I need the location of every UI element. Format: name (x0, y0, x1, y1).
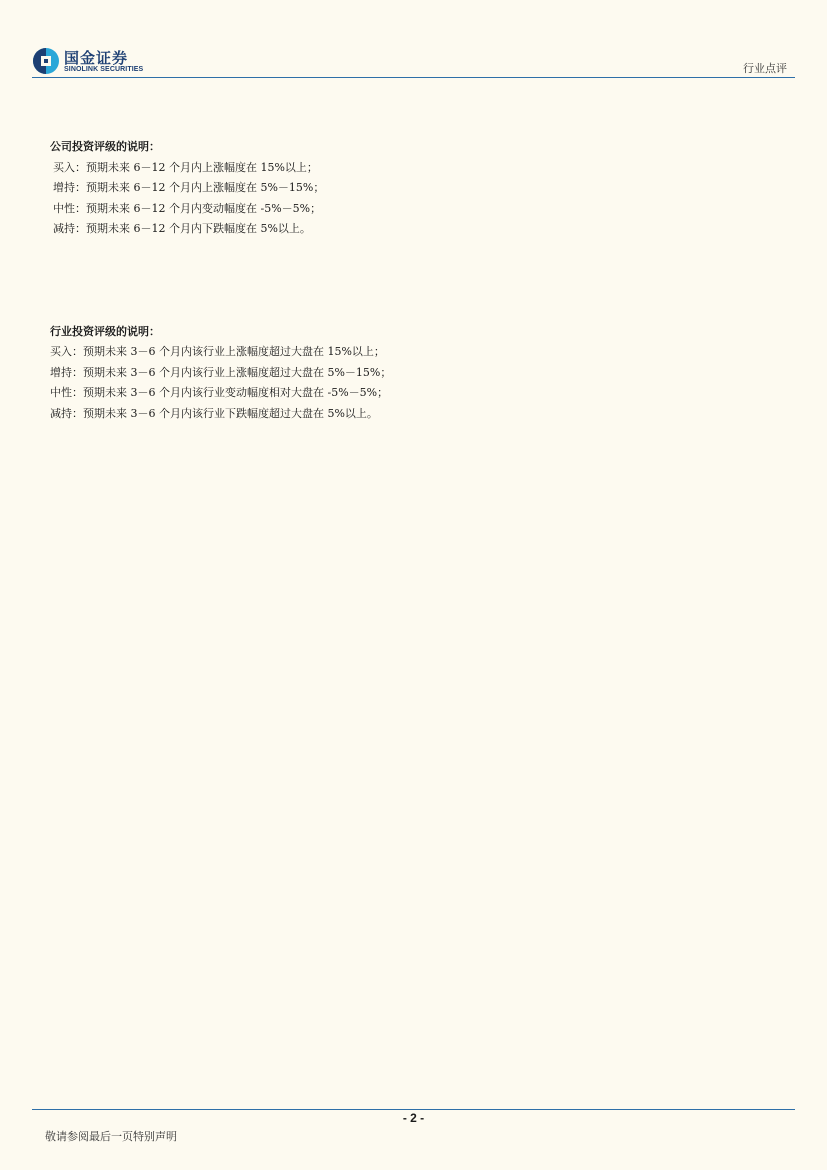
company-rating-title: 公司投资评级的说明： (50, 140, 160, 153)
header-divider (32, 77, 795, 78)
company-rating-section (50, 137, 324, 240)
logo-english-name: SINOLINK SECURITIES (64, 66, 144, 73)
logo-chinese-name: 国金证券 (64, 49, 129, 67)
industry-rating-section (50, 322, 391, 424)
industry-rating-item: 减持：预期未来 3－6 个月内该行业下跌幅度超过大盘在 5%以上。 (50, 406, 378, 420)
sinolink-logo-icon (32, 47, 60, 75)
company-logo (32, 47, 152, 77)
footer-divider (32, 1109, 795, 1110)
company-rating-item: 增持：预期未来 6－12 个月内上涨幅度在 5%－15%； (53, 181, 325, 194)
industry-rating-title: 行业投资评级的说明： (50, 325, 160, 338)
company-rating-item: 中性：预期未来 6－12 个月内变动幅度在 -5%－5%； (53, 201, 322, 215)
page-number: - 2 - (402, 1111, 425, 1125)
company-rating-item: 减持：预期未来 6－12 个月内下跌幅度在 5%以上。 (53, 222, 311, 235)
company-rating-item: 买入：预期未来 6－12 个月内上涨幅度在 15%以上； (53, 160, 318, 174)
industry-rating-item: 中性：预期未来 3－6 个月内该行业变动幅度相对大盘在 -5%－5%； (50, 386, 389, 399)
industry-rating-item: 增持：预期未来 3－6 个月内该行业上涨幅度超过大盘在 5%－15%； (50, 365, 392, 379)
disclaimer-note: 敬请参阅最后一页特别声明 (45, 1130, 177, 1143)
industry-rating-item: 买入：预期未来 3－6 个月内该行业上涨幅度超过大盘在 15%以上； (50, 345, 385, 358)
report-category: 行业点评 (743, 62, 787, 75)
